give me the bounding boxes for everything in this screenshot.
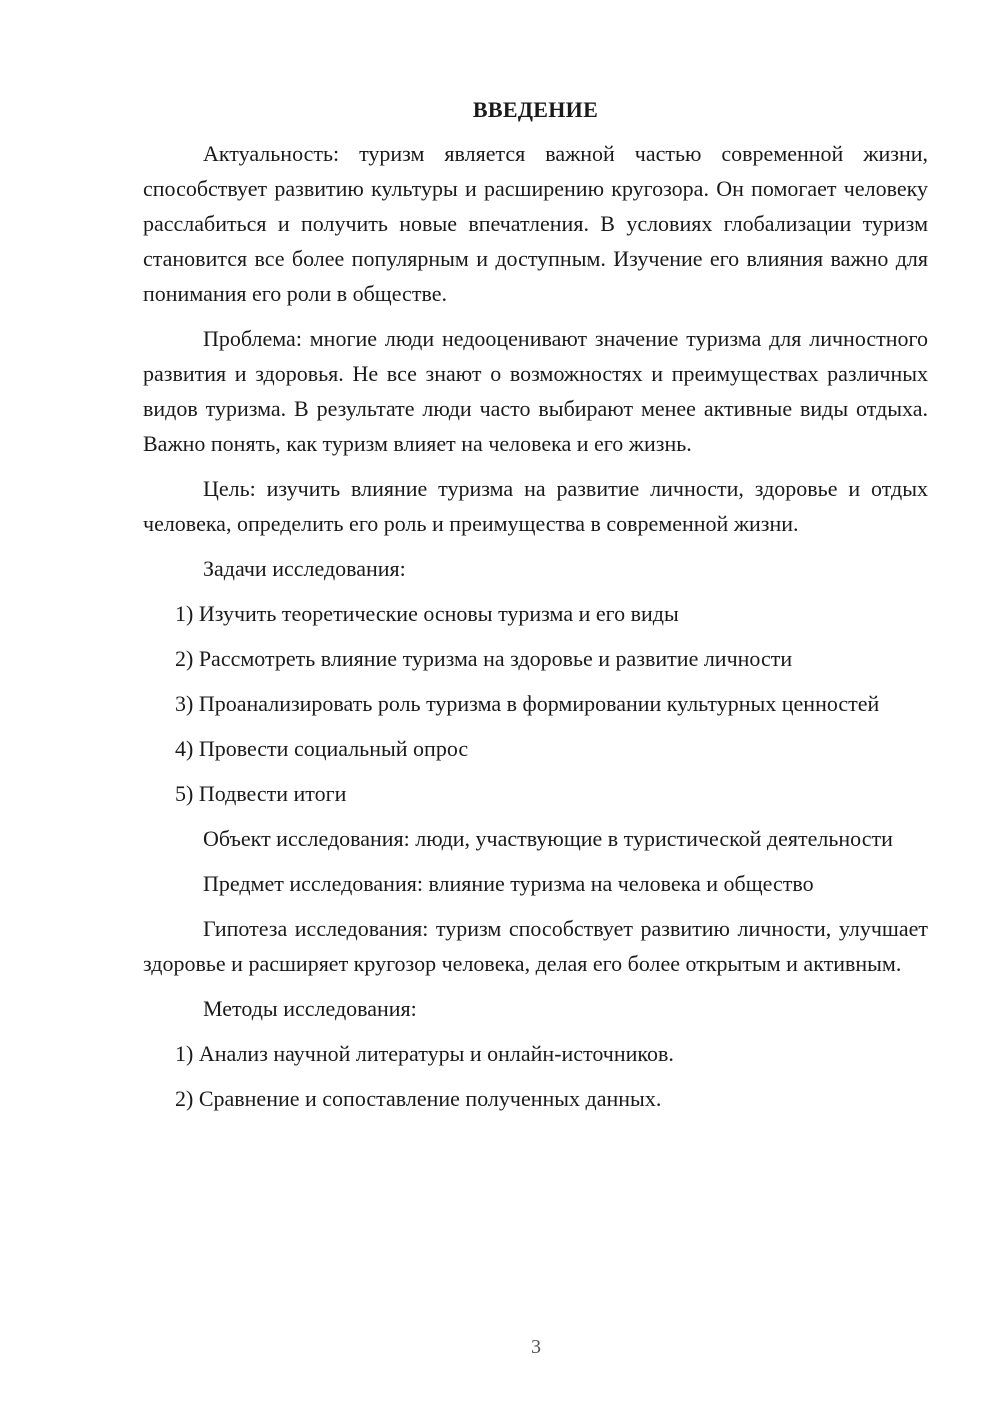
task-item-5: 5) Подвести итоги: [175, 781, 347, 806]
method-item-1: 1) Анализ научной литературы и онлайн-источников.: [175, 1041, 674, 1066]
task-item-3: 3) Проанализировать роль туризма в формировании культурных ценностей: [175, 691, 880, 716]
methods-heading: Методы исследования:: [203, 996, 417, 1021]
paragraph-relevance: Актуальность: туризм является важной частью современной жизни, способствует развитию культуры и расширению кругозора. Он помогает человеку расслабиться и получить новые впечатления. В условиях глобализации туризм становится все более популярным и доступным. Изучение его влияния важно для понимания его роли в обществе.: [143, 141, 928, 306]
paragraph-goal: Цель: изучить влияние туризма на развитие личности, здоровье и отдых человека, определить его роль и преимущества в современной жизни.: [143, 476, 928, 536]
task-item-2: 2) Рассмотреть влияние туризма на здоровье и развитие личности: [175, 646, 793, 671]
tasks-heading: Задачи исследования:: [203, 556, 406, 581]
page-number: 3: [531, 1336, 541, 1358]
paragraph-subject: Предмет исследования: влияние туризма на человека и общество: [203, 871, 814, 896]
paragraph-hypothesis: Гипотеза исследования: туризм способствует развитию личности, улучшает здоровье и расширяет кругозор человека, делая его более открытым и активным.: [143, 916, 928, 976]
document-page: [143, 96, 928, 1126]
method-item-2: 2) Сравнение и сопоставление полученных данных.: [175, 1086, 662, 1111]
section-title: ВВЕДЕНИЕ: [472, 97, 599, 122]
paragraph-object: Объект исследования: люди, участвующие в туристической деятельности: [203, 826, 893, 851]
task-item-4: 4) Провести социальный опрос: [175, 736, 469, 761]
task-item-1: 1) Изучить теоретические основы туризма и его виды: [175, 601, 679, 626]
paragraph-problem: Проблема: многие люди недооценивают значение туризма для личностного развития и здоровья. Не все знают о возможностях и преимуществах различных видов туризма. В результате люди часто выбирают менее активные виды отдыха. Важно понять, как туризм влияет на человека и его жизнь.: [143, 326, 928, 456]
